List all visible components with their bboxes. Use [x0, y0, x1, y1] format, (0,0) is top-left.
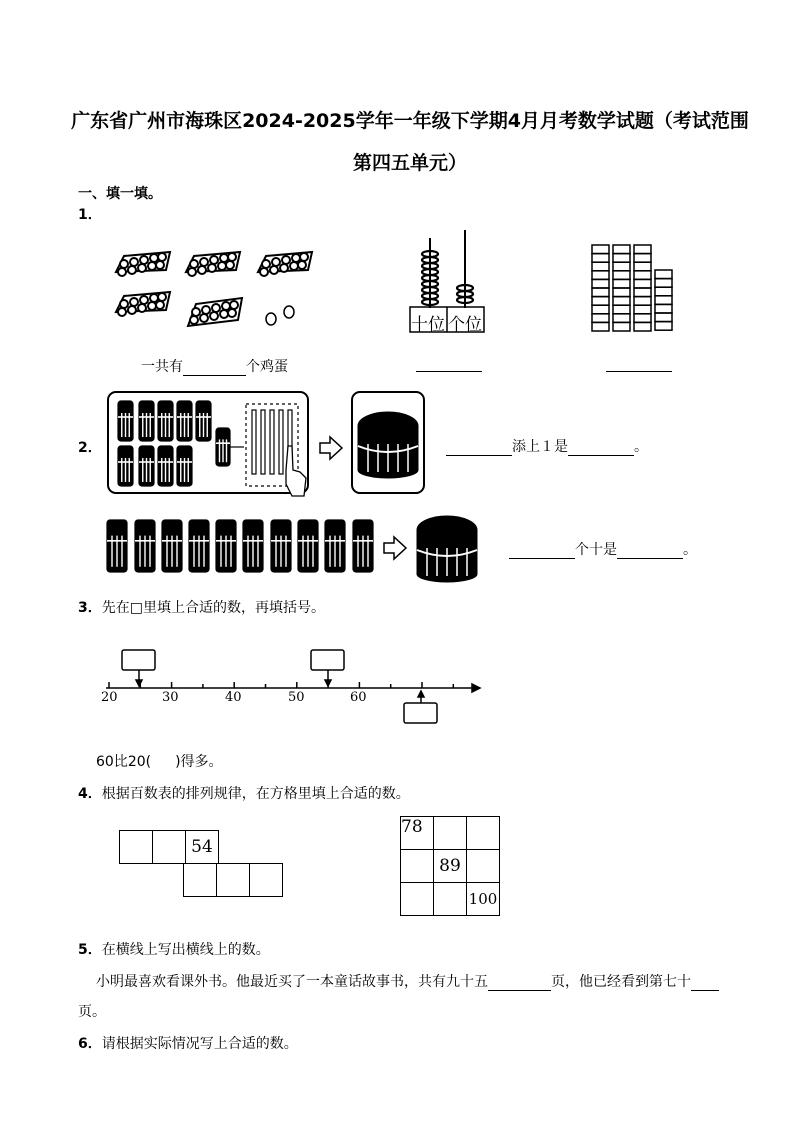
q5-question — [78, 939, 270, 959]
q3-number: 3． — [78, 600, 102, 616]
stick-bundle — [325, 520, 345, 572]
grid-cell-given: 89 — [434, 850, 467, 883]
q5-para-a: 小明最喜欢看课外书。他最近买了一本童话故事书，共有九十五 — [96, 974, 488, 990]
grid-cell[interactable] — [434, 817, 467, 850]
stick-bundle — [107, 520, 127, 572]
q4-question — [78, 783, 410, 803]
stick-bundle — [139, 401, 154, 441]
single-stick — [270, 410, 274, 474]
q1-eggs-suffix: 个鸡蛋 — [246, 359, 288, 375]
q1-blocks-blank[interactable] — [606, 357, 672, 372]
q5-number: 5． — [78, 942, 102, 958]
stick-bundle — [216, 428, 230, 466]
grid-cell-given: 78 — [401, 817, 434, 850]
stick-bundle — [177, 401, 192, 441]
q4-text: 根据百数表的排列规律，在方格里填上合适的数。 — [101, 786, 410, 802]
page-title-line1: 广东省广州市海珠区2024-2025学年一年级下学期4月月考数学试题（考试范围 — [71, 110, 749, 132]
q2-line1-mid: 添上１是 — [512, 439, 568, 455]
stick-bundle — [216, 520, 236, 572]
stick-bundle — [118, 401, 133, 441]
page-title-line2: 第四五单元） — [352, 152, 467, 174]
q6-question — [78, 1033, 298, 1053]
ten-block — [634, 245, 651, 331]
big-bundle-2 — [417, 516, 477, 582]
tick-60: 60 — [350, 690, 367, 705]
q2-sticks — [230, 410, 292, 474]
q1-abacus-blank[interactable] — [416, 357, 482, 372]
stick-bundle — [158, 446, 173, 486]
egg-carton-2 — [186, 252, 240, 276]
q2-line2-mid: 个十是 — [575, 542, 617, 558]
number-line — [106, 650, 480, 723]
egg-carton-3 — [258, 252, 312, 276]
ten-block — [655, 270, 672, 330]
stick-bundle — [271, 520, 291, 572]
q5-para-b: 页，他已经看到第七十 — [551, 974, 691, 990]
abacus-ones-label: 个位 — [448, 315, 482, 335]
q3-question — [78, 597, 325, 617]
q5-blank-b[interactable] — [691, 976, 719, 991]
q3-text: 先在□里填上合适的数，再填括号。 — [101, 600, 325, 616]
egg-carton-5 — [188, 298, 242, 326]
tick-50: 50 — [288, 690, 305, 705]
stick-bundle — [162, 520, 182, 572]
grid-cell[interactable] — [217, 864, 250, 897]
grid-cell[interactable] — [434, 883, 467, 916]
stick-bundle — [298, 520, 318, 572]
grid-cell[interactable] — [401, 883, 434, 916]
q4-left-grid-bottom — [183, 863, 283, 897]
ten-blocks — [592, 245, 672, 331]
q5-text: 在横线上写出横线上的数。 — [101, 942, 270, 958]
stick-bundle — [118, 446, 133, 486]
grid-cell[interactable] — [184, 864, 217, 897]
stick-bundle — [353, 520, 373, 572]
single-stick — [279, 410, 283, 474]
stick-bundle — [189, 520, 209, 572]
grid-cell[interactable] — [467, 817, 500, 850]
stick-bundle — [135, 520, 155, 572]
stick-bundle — [158, 401, 173, 441]
grid-cell-given: 100 — [467, 883, 500, 916]
grid-cell[interactable] — [467, 850, 500, 883]
q2-line1-end: 。 — [634, 439, 648, 455]
q2-line2-blank-a[interactable] — [509, 544, 575, 559]
q2-bundles — [118, 401, 230, 486]
stick-bundle — [177, 446, 192, 486]
single-stick — [252, 410, 256, 474]
q2-arrow-icon-1 — [320, 437, 342, 459]
tick-40: 40 — [225, 690, 242, 705]
q6-text: 请根据实际情况写上合适的数。 — [101, 1036, 298, 1052]
q3-compare — [96, 751, 223, 771]
q2-line1-blank-a[interactable] — [446, 441, 512, 456]
q1-eggs-blank[interactable] — [183, 361, 246, 376]
stick-bundle — [196, 401, 211, 441]
q2-line1-blank-b[interactable] — [568, 441, 634, 456]
q2-arrow-icon-2 — [384, 537, 406, 559]
q5-blank-a[interactable] — [488, 976, 551, 991]
single-stick — [261, 410, 265, 474]
q3-compare-b: )得多。 — [175, 754, 223, 770]
hundred-bundle — [358, 412, 418, 478]
q4-number: 4． — [78, 786, 102, 802]
egg-carton-4 — [116, 292, 170, 316]
grid-cell[interactable] — [250, 864, 283, 897]
q2-line2-end: 。 — [683, 542, 697, 558]
q3-compare-a: 60比20( — [96, 754, 152, 770]
stick-bundle — [139, 446, 154, 486]
q2-line2 — [509, 539, 697, 559]
q5-paragraph — [96, 971, 719, 991]
q2-line1 — [446, 436, 648, 456]
abacus-tens-label: 十位 — [411, 315, 445, 335]
egg-carton-1 — [116, 252, 170, 276]
ten-block — [592, 245, 609, 331]
q4-right-grid — [400, 816, 500, 916]
tick-30: 30 — [162, 690, 179, 705]
q5-para-c: 页。 — [78, 1004, 106, 1020]
grid-cell[interactable] — [401, 850, 434, 883]
q1-eggs-prefix: 一共有 — [141, 359, 183, 375]
grid-cell-given: 54 — [186, 831, 219, 864]
section-heading: 一、填一填。 — [78, 186, 162, 202]
q2-row-bundles — [107, 520, 373, 572]
pointing-hand-icon — [286, 446, 306, 496]
q4-left-grid-top — [119, 830, 219, 864]
grid-cell[interactable] — [120, 831, 153, 864]
loose-eggs — [266, 306, 294, 325]
q1-eggs-answer — [141, 356, 288, 376]
grid-cell[interactable] — [153, 831, 186, 864]
stick-bundle — [243, 520, 263, 572]
q1-number: 1． — [78, 207, 102, 223]
tick-20: 20 — [101, 690, 118, 705]
q6-number: 6． — [78, 1036, 102, 1052]
q2-number: 2． — [78, 440, 102, 456]
ten-block — [613, 245, 630, 331]
big-bundle-1 — [358, 412, 418, 478]
q2-line2-blank-b[interactable] — [617, 544, 683, 559]
hundred-bundle — [417, 516, 477, 582]
